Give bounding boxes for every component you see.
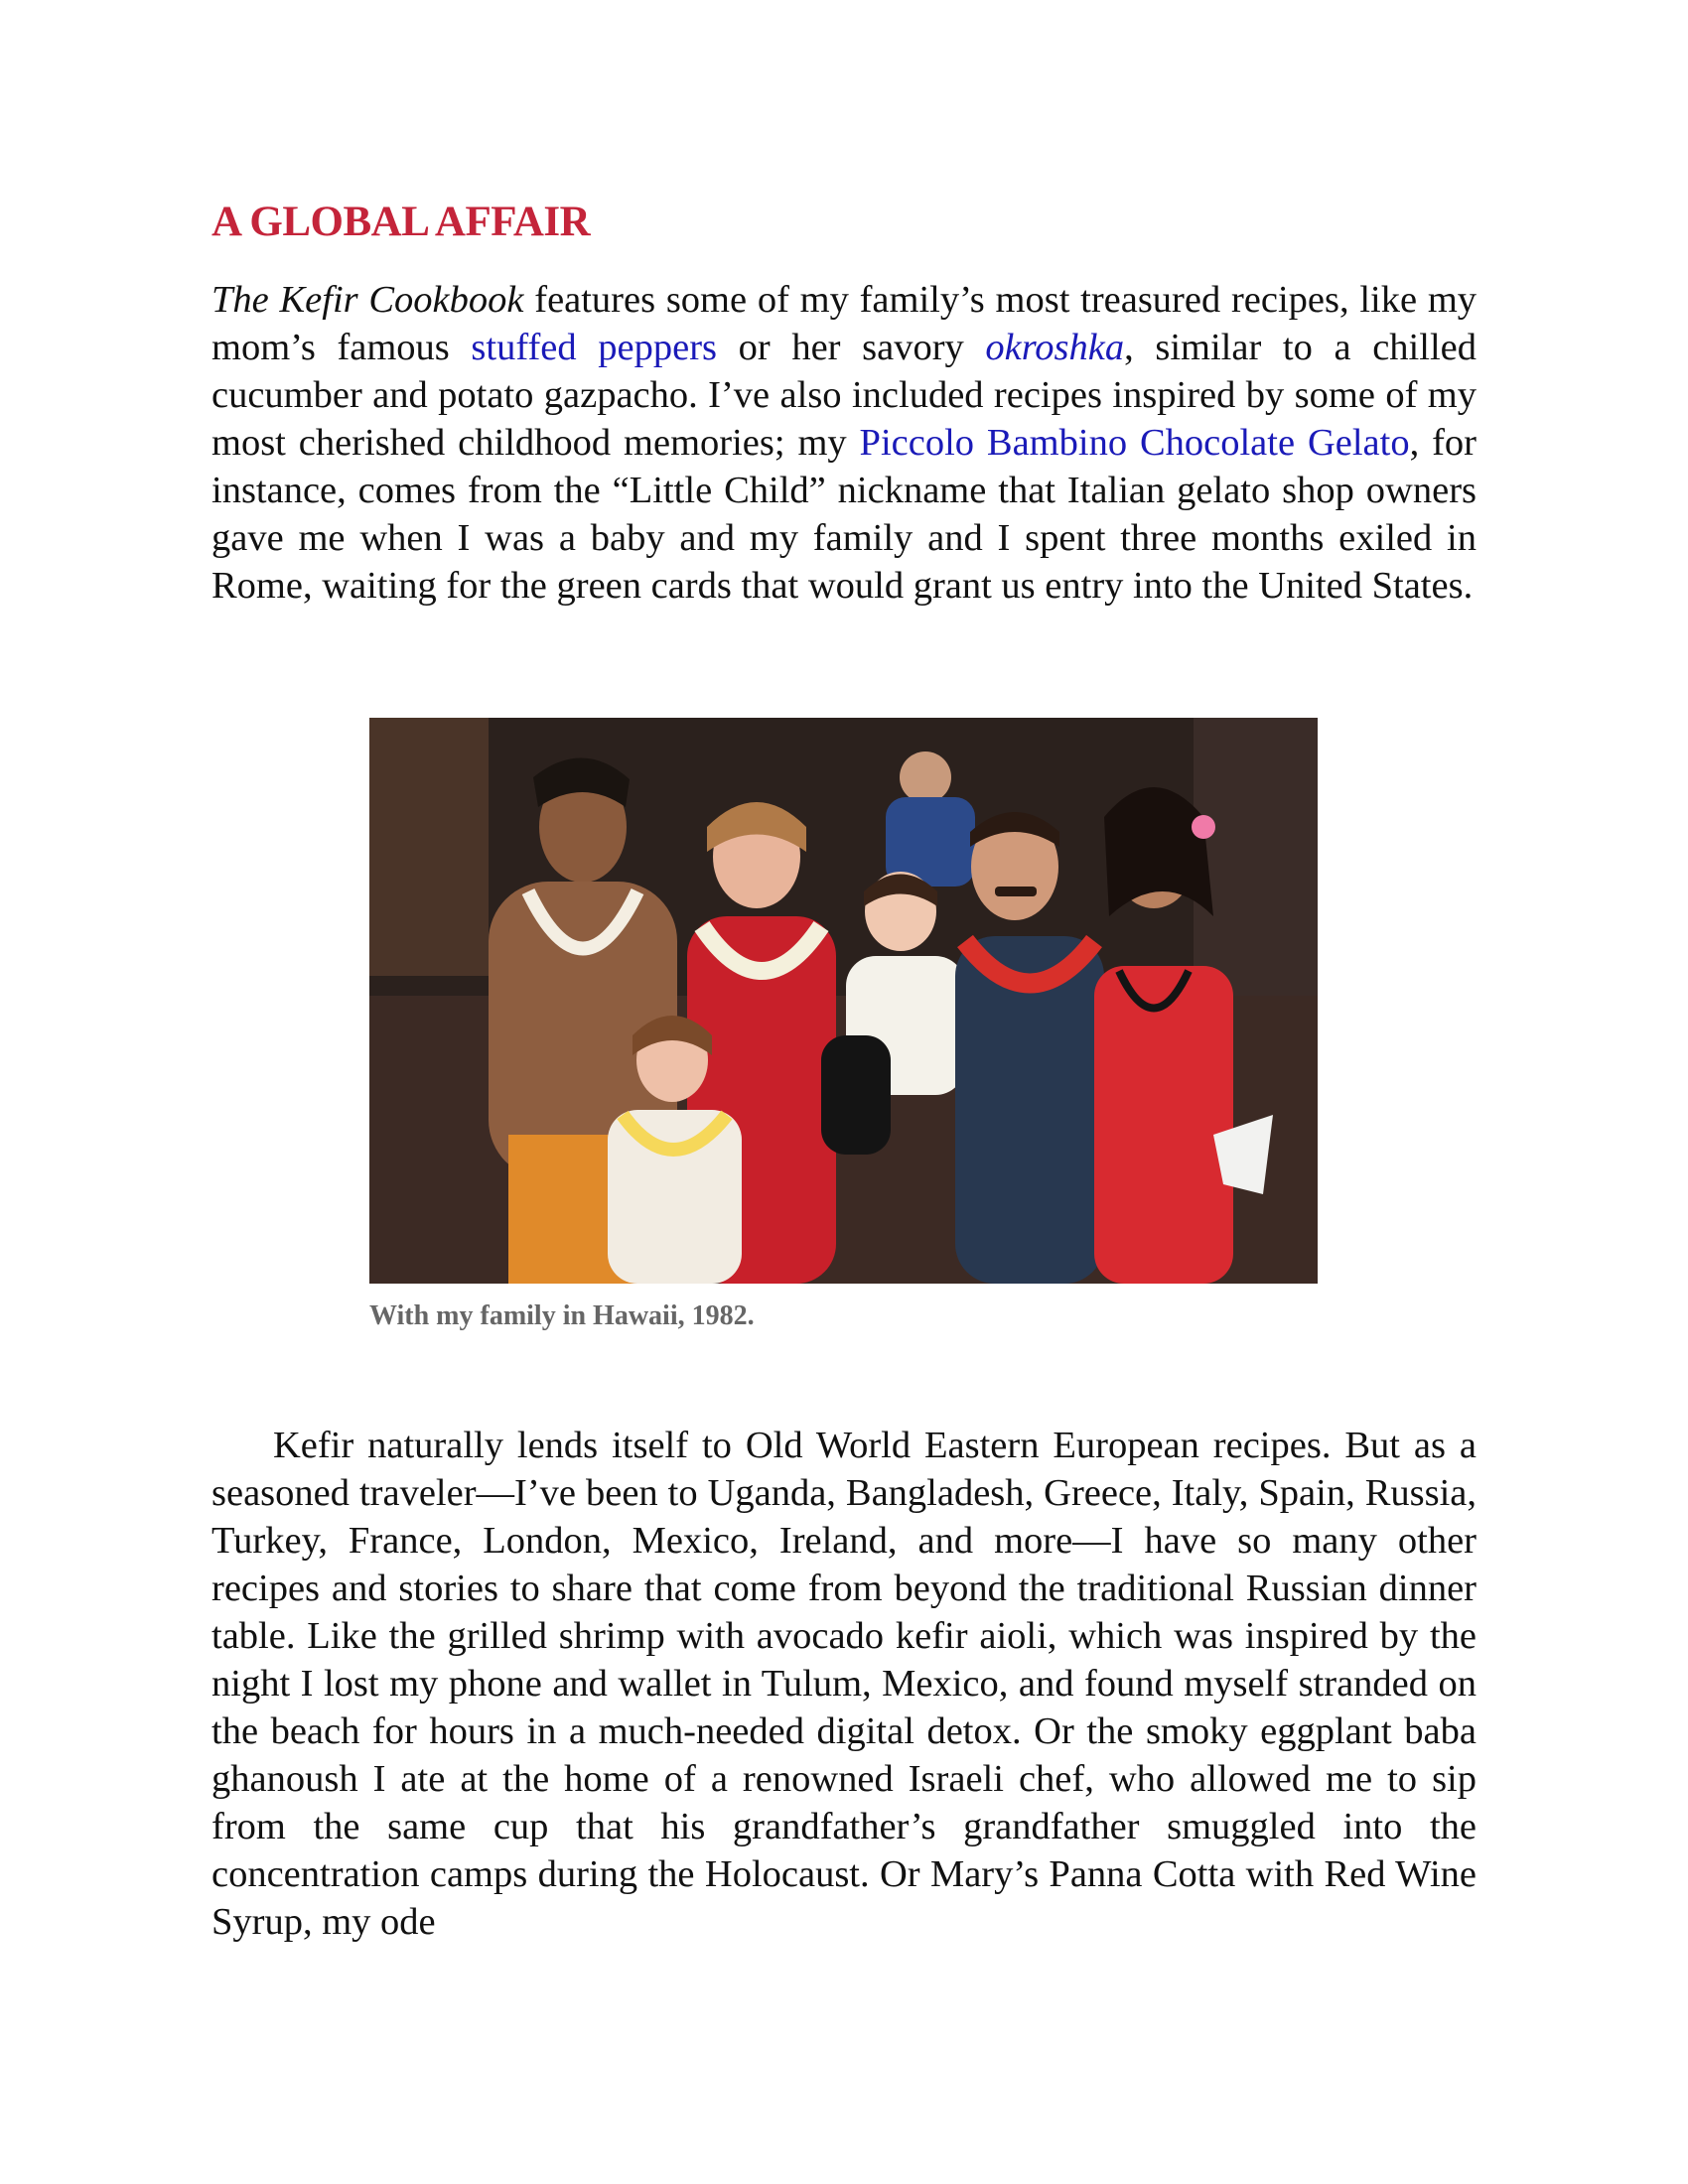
text-segment: , for instance, comes from the “Little Child” nickname that Italian gelato shop owners gave me when I was a baby and my family and I spent three months exiled in Rome, waiting for the green cards that would grant us entry into the United States.: [211, 422, 1477, 607]
okroshka-link[interactable]: [985, 327, 1124, 368]
body-paragraph: Kefir naturally lends itself to Old World Eastern European recipes. But as a seasoned traveler—I’ve been to Uganda, Bangladesh, Greece, Italy, Spain, Russia, Turkey, France, London, Mexico, Ireland, and more—I have so many other recipes and stories to share that come from beyond the traditional Russian dinner table. Like the grilled shrimp with avocado kefir aioli, which was inspired by the night I lost my phone and wallet in Tulum, Mexico, and found myself stranded on the beach for hours in a much-needed digital detox. Or the smoky eggplant baba ghanoush I ate at the home of a renowned Israeli chef, who allowed me to sip from the same cup that his grandfather’s grandfather smuggled into the concentration camps during the Holocaust. Or Mary’s Panna Cotta with Red Wine Syrup, my ode: [211, 1425, 1477, 1943]
chocolate-gelato-link[interactable]: Piccolo Bambino Chocolate Gelato: [859, 422, 1410, 464]
text-segment: , similar to a chilled cucumber and potato gazpacho. I’ve also included recipes inspired by some of my most cherished childhood memories; my: [211, 327, 1477, 464]
intro-paragraph: [211, 276, 1477, 610]
photo-caption: With my family in Hawaii, 1982.: [369, 1300, 755, 1331]
book-title: The Kefir Cookbook: [211, 279, 524, 321]
okroshka-link-text: okroshka: [985, 327, 1125, 368]
text-segment: or her savory: [717, 327, 986, 368]
text-segment: features some of my family’s most treasured recipes, like my mom’s famous: [211, 279, 1477, 368]
family-photo-illustration: [369, 718, 1318, 1284]
section-heading: A GLOBAL AFFAIR: [211, 199, 591, 245]
stuffed-peppers-link[interactable]: stuffed peppers: [471, 327, 717, 368]
family-photo: [369, 718, 1318, 1284]
